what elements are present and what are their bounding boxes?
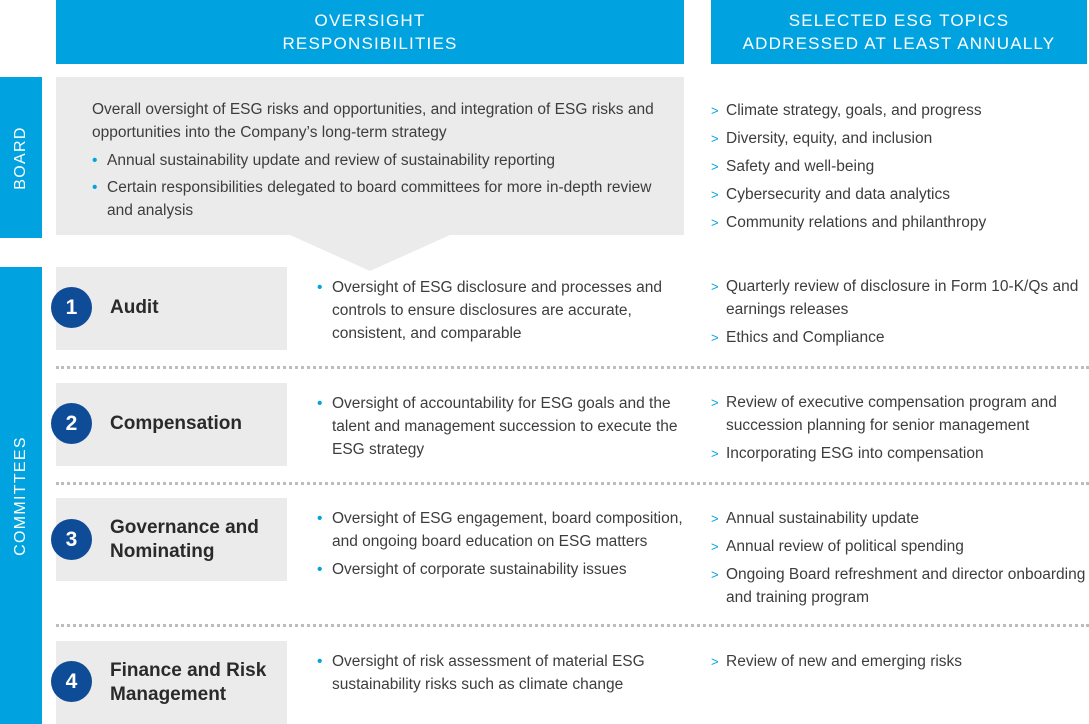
committee-responsibilities xyxy=(317,392,692,466)
committee-name: Finance and Risk Management xyxy=(110,660,267,705)
board-intro-text: Overall oversight of ESG risks and opportunities, and integration of ESG risks and opportunities into the Company’s long-term strategy xyxy=(92,101,654,141)
board-bullet: • Annual sustainability update and review of sustainability reporting xyxy=(92,149,677,172)
header-line: RESPONSIBILITIES xyxy=(282,34,458,53)
committee-topics xyxy=(711,275,1089,354)
responsibility-item: • Oversight of risk assessment of material ESG sustainability risks such as climate change xyxy=(317,650,692,696)
committee-number-badge: 1 xyxy=(51,287,92,328)
board-topic: > Safety and well-being xyxy=(711,155,1087,178)
board-topic: > Climate strategy, goals, and progress xyxy=(711,99,1087,122)
row-divider xyxy=(56,482,1089,485)
committees-label-text: COMMITTEES xyxy=(12,435,29,556)
header-line: ADDRESSED AT LEAST ANNUALLY xyxy=(742,34,1056,53)
board-topic: > Cybersecurity and data analytics xyxy=(711,183,1087,206)
responsibility-item: • Oversight of accountability for ESG goals and the talent and management succession to execute the ESG strategy xyxy=(317,392,692,461)
committee-number-badge: 2 xyxy=(51,403,92,444)
committee-topics xyxy=(711,507,1089,614)
topic-item: > Ethics and Compliance xyxy=(711,326,1089,349)
board-label-text: BOARD xyxy=(12,125,29,190)
responsibility-item: • Oversight of corporate sustainability issues xyxy=(317,558,692,581)
board-topic: > Community relations and philanthropy xyxy=(711,211,1087,234)
row-divider xyxy=(56,366,1089,369)
committee-responsibilities xyxy=(317,276,692,350)
topic-item: > Annual review of political spending xyxy=(711,535,1089,558)
board-side-label xyxy=(0,77,42,238)
responsibility-item: • Oversight of ESG engagement, board composition, and ongoing board education on ESG matters xyxy=(317,507,692,553)
board-bullet: • Certain responsibilities delegated to board committees for more in-depth review and analysis xyxy=(92,176,677,222)
topic-item: > Incorporating ESG into compensation xyxy=(711,442,1089,465)
committee-topics xyxy=(711,650,1089,678)
committee-name: Audit xyxy=(110,297,159,318)
header-line: OVERSIGHT xyxy=(314,11,426,30)
board-oversight-content xyxy=(92,98,677,226)
committee-number-badge: 3 xyxy=(51,519,92,560)
oversight-responsibilities-header xyxy=(56,0,684,64)
committee-name: Governance and Nominating xyxy=(110,517,259,562)
board-down-arrow xyxy=(290,235,450,271)
topic-item: > Review of new and emerging risks xyxy=(711,650,1089,673)
topic-item: > Review of executive compensation program and succession planning for senior management xyxy=(711,391,1089,437)
responsibility-item: • Oversight of ESG disclosure and processes and controls to ensure disclosures are accurate, consistent, and comparable xyxy=(317,276,692,345)
committee-number-badge: 4 xyxy=(51,661,92,702)
header-line: SELECTED ESG TOPICS xyxy=(788,11,1010,30)
committee-responsibilities xyxy=(317,507,692,586)
committee-name: Compensation xyxy=(110,413,242,434)
topic-item: > Quarterly review of disclosure in Form 10-K/Qs and earnings releases xyxy=(711,275,1089,321)
esg-topics-header xyxy=(711,0,1087,64)
committee-responsibilities xyxy=(317,650,692,701)
topic-item: > Annual sustainability update xyxy=(711,507,1089,530)
board-bullet-list xyxy=(92,149,677,222)
board-topics-list xyxy=(711,99,1087,239)
topic-item: > Ongoing Board refreshment and director onboarding and training program xyxy=(711,563,1089,609)
board-topic: > Diversity, equity, and inclusion xyxy=(711,127,1087,150)
committees-side-label xyxy=(0,267,42,724)
row-divider xyxy=(56,624,1089,627)
committee-topics xyxy=(711,391,1089,470)
